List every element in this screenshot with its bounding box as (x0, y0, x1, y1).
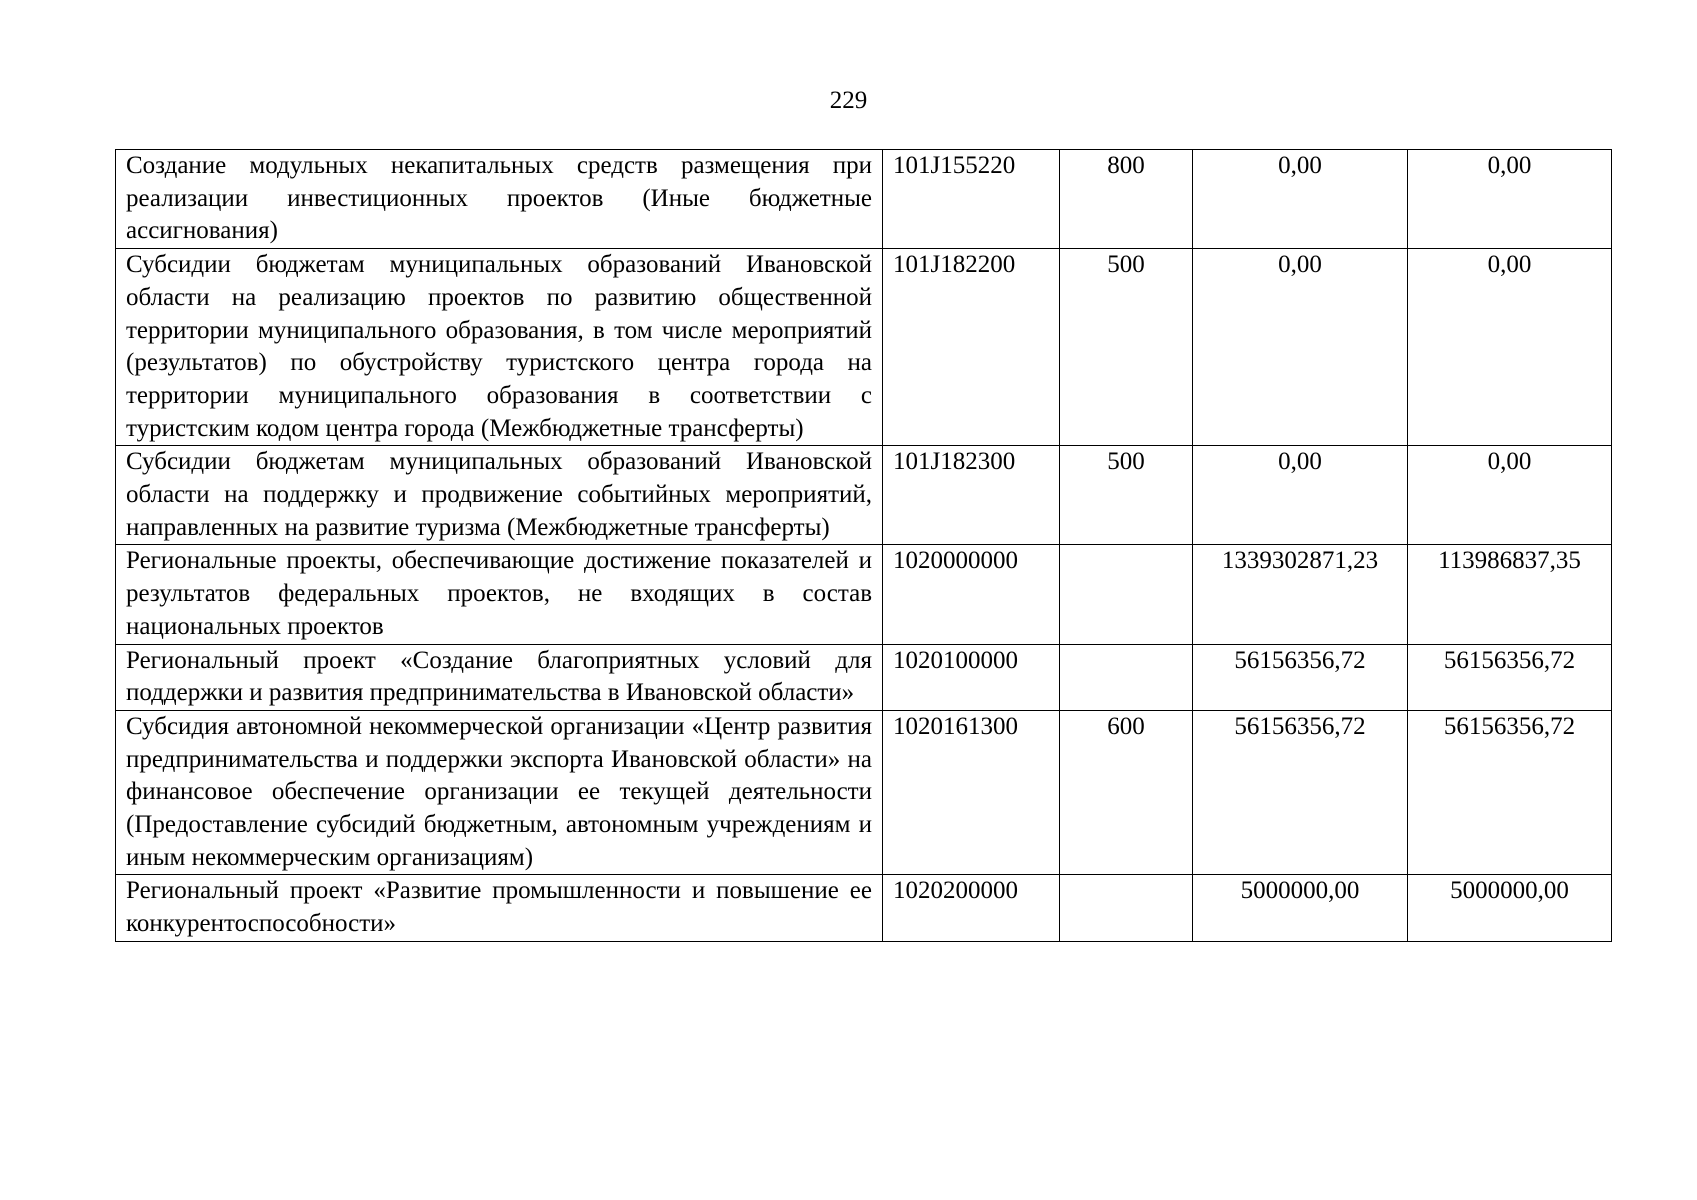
row-amount-1: 0,00 (1193, 150, 1408, 249)
row-type: 600 (1060, 710, 1193, 875)
row-amount-2: 56156356,72 (1408, 644, 1612, 710)
row-amount-1: 0,00 (1193, 446, 1408, 545)
row-name: Региональный проект «Создание благоприятных условий для поддержки и развития предпринимательства в Ивановской области» (116, 644, 883, 710)
row-code: 101J155220 (883, 150, 1060, 249)
page-number: 229 (829, 87, 868, 114)
row-amount-2: 56156356,72 (1408, 710, 1612, 875)
row-amount-1: 56156356,72 (1193, 644, 1408, 710)
table-row (116, 545, 1612, 644)
row-amount-2: 5000000,00 (1408, 875, 1612, 941)
row-code: 101J182200 (883, 249, 1060, 446)
row-code: 1020161300 (883, 710, 1060, 875)
row-amount-2: 0,00 (1408, 150, 1612, 249)
row-name: Субсидия автономной некоммерческой организации «Центр развития предпринимательства и поддержки экспорта Ивановской области» на финансовое обеспечение организации ее текущей деятельности (Предоставление субсидий бюджетным, автономным учреждениям и иным некоммерческим организациям) (116, 710, 883, 875)
row-type: 500 (1060, 249, 1193, 446)
row-type (1060, 875, 1193, 941)
row-amount-1: 56156356,72 (1193, 710, 1408, 875)
table-row (116, 644, 1612, 710)
row-amount-2: 0,00 (1408, 446, 1612, 545)
row-amount-2: 0,00 (1408, 249, 1612, 446)
row-amount-1: 5000000,00 (1193, 875, 1408, 941)
row-code: 1020200000 (883, 875, 1060, 941)
row-name: Создание модульных некапитальных средств размещения при реализации инвестиционных проектов (Иные бюджетные ассигнования) (116, 150, 883, 249)
row-code: 1020000000 (883, 545, 1060, 644)
row-type (1060, 644, 1193, 710)
row-type (1060, 545, 1193, 644)
row-amount-1: 0,00 (1193, 249, 1408, 446)
table-row (116, 150, 1612, 249)
row-amount-2: 113986837,35 (1408, 545, 1612, 644)
row-name: Региональные проекты, обеспечивающие достижение показателей и результатов федеральных проектов, не входящих в состав национальных проектов (116, 545, 883, 644)
table-row (116, 710, 1612, 875)
row-code: 1020100000 (883, 644, 1060, 710)
table-row (116, 875, 1612, 941)
row-name: Субсидии бюджетам муниципальных образований Ивановской области на реализацию проектов по развитию общественной территории муниципального образования, в том числе мероприятий (результатов) по обустройству туристского центра города на территории муниципального образования в соответствии с туристским кодом центра города (Межбюджетные трансферты) (116, 249, 883, 446)
budget-table (115, 149, 1612, 942)
row-code: 101J182300 (883, 446, 1060, 545)
row-name: Региональный проект «Развитие промышленности и повышение ее конкурентоспособности» (116, 875, 883, 941)
row-type: 500 (1060, 446, 1193, 545)
row-amount-1: 1339302871,23 (1193, 545, 1408, 644)
table-row (116, 249, 1612, 446)
row-type: 800 (1060, 150, 1193, 249)
table-row (116, 446, 1612, 545)
row-name: Субсидии бюджетам муниципальных образований Ивановской области на поддержку и продвижение событийных мероприятий, направленных на развитие туризма (Межбюджетные трансферты) (116, 446, 883, 545)
